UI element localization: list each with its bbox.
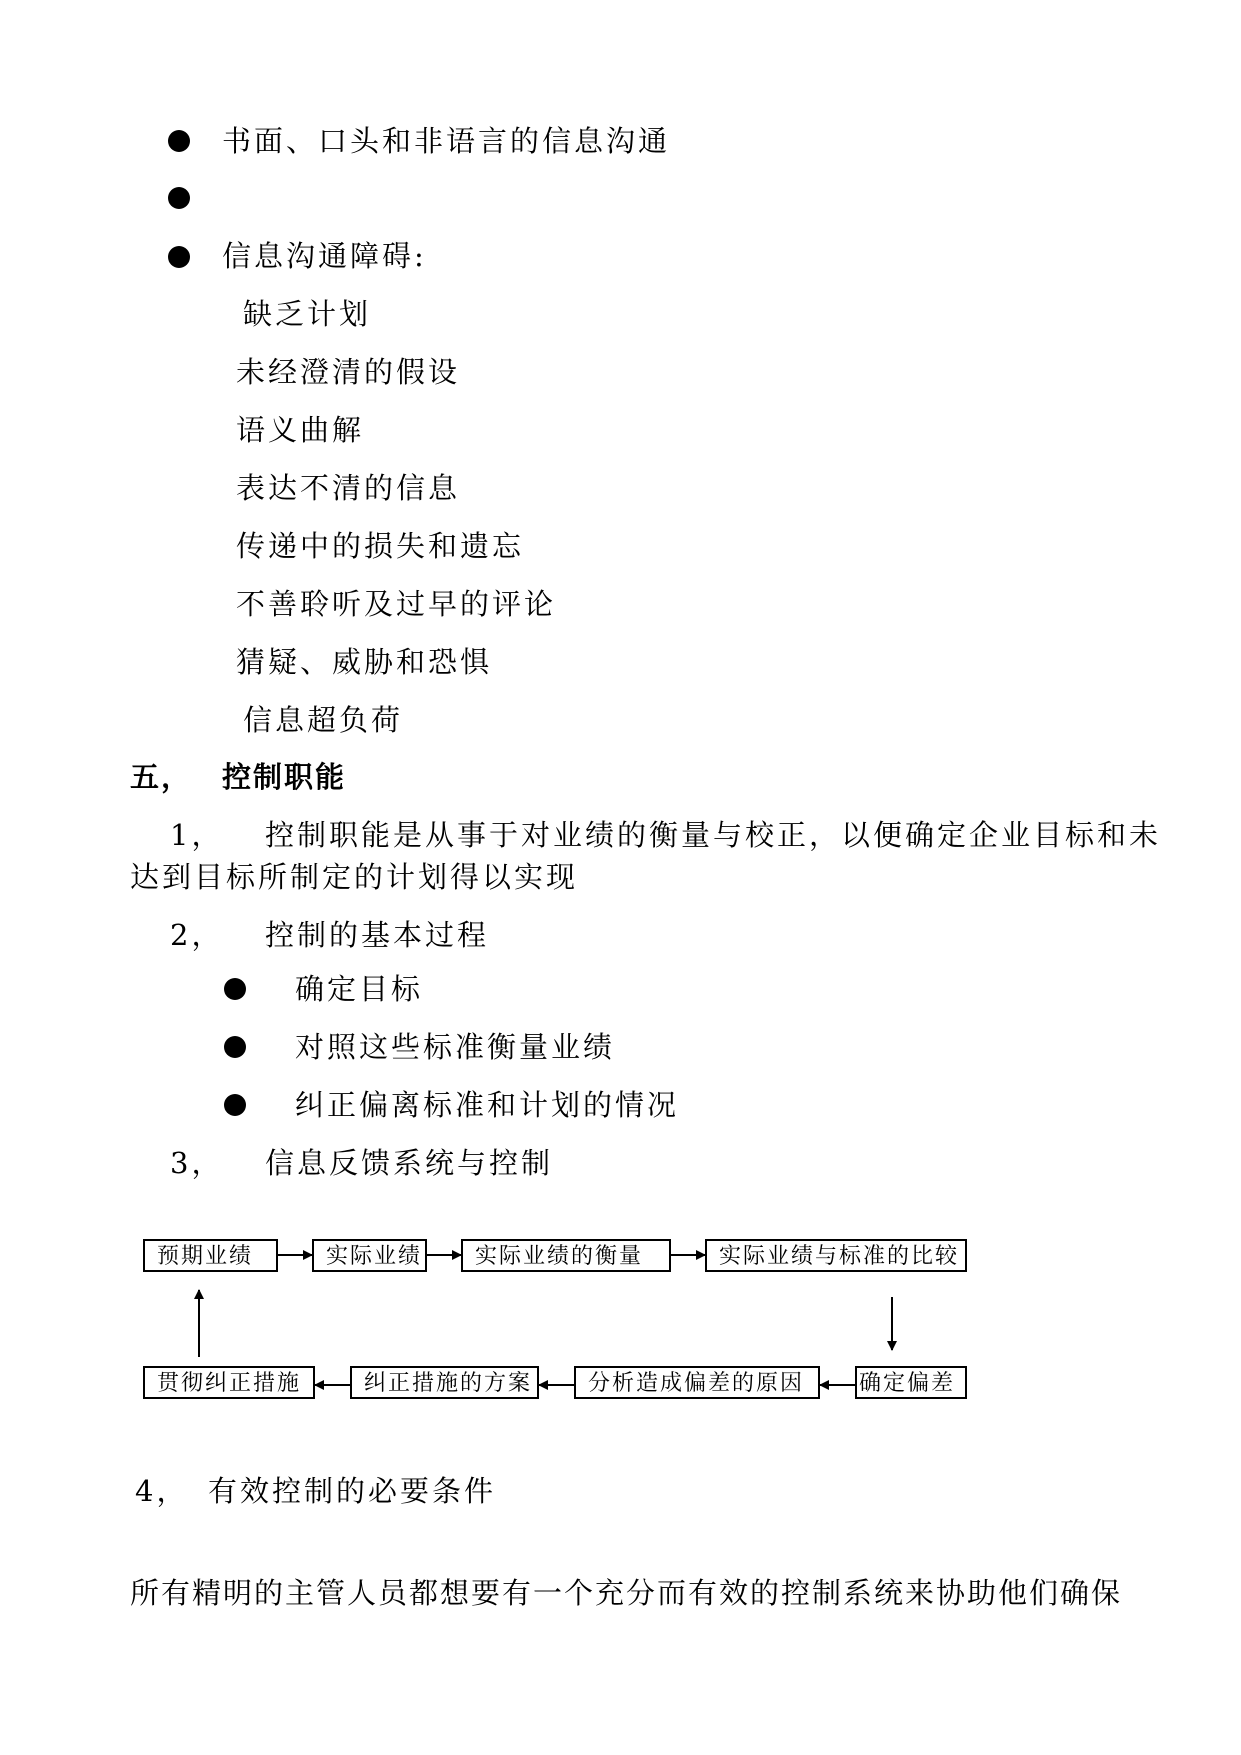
item-number: 1， xyxy=(170,818,224,852)
bullet-text-barriers: 信息沟通障碍: xyxy=(222,239,427,273)
item-number: 2， xyxy=(170,918,224,952)
barrier-item: 语义曲解 xyxy=(236,413,365,447)
barrier-item: 猜疑、威胁和恐惧 xyxy=(236,645,493,679)
item3-text: 信息反馈系统与控制 xyxy=(265,1146,554,1180)
flow-box-performance-measurement: 实际业绩的衡量 xyxy=(461,1239,671,1272)
item-number: 4， xyxy=(135,1474,189,1508)
section-title: 控制职能 xyxy=(222,760,347,794)
process-bullet-text: 纠正偏离标准和计划的情况 xyxy=(295,1088,680,1122)
flow-box-determine-deviation: 确定偏差 xyxy=(855,1366,967,1399)
flow-box-expected-performance: 预期业绩 xyxy=(143,1239,278,1272)
flow-box-comparison-with-standard: 实际业绩与标准的比较 xyxy=(705,1239,967,1272)
section-number: 五， xyxy=(130,760,193,794)
closing-paragraph: 所有精明的主管人员都想要有一个充分而有效的控制系统来协助他们确保 xyxy=(130,1576,1123,1610)
barrier-item: 不善聆听及过早的评论 xyxy=(236,587,557,621)
flow-box-correction-plan: 纠正措施的方案 xyxy=(350,1366,539,1399)
item1-text-line1: 控制职能是从事于对业绩的衡量与校正，以便确定企业目标和未 xyxy=(265,818,1162,852)
barrier-item: 传递中的损失和遗忘 xyxy=(236,529,525,563)
barrier-item: 表达不清的信息 xyxy=(236,471,461,505)
flow-box-implement-correction: 贯彻纠正措施 xyxy=(143,1366,315,1399)
item-number: 3， xyxy=(170,1146,224,1180)
process-bullet-text: 确定目标 xyxy=(295,972,424,1006)
barrier-item: 缺乏计划 xyxy=(243,297,372,331)
barrier-item: 信息超负荷 xyxy=(243,703,404,737)
process-bullet-text: 对照这些标准衡量业绩 xyxy=(295,1030,616,1064)
flow-box-analyze-causes: 分析造成偏差的原因 xyxy=(574,1366,820,1399)
item2-text: 控制的基本过程 xyxy=(265,918,490,952)
item1-text-line2: 达到目标所制定的计划得以实现 xyxy=(130,860,579,894)
item4-text: 有效控制的必要条件 xyxy=(208,1474,497,1508)
flow-box-actual-performance: 实际业绩 xyxy=(312,1239,427,1272)
bullet-text-communication: 书面、口头和非语言的信息沟通 xyxy=(222,124,671,158)
barrier-item: 未经澄清的假设 xyxy=(236,355,461,389)
